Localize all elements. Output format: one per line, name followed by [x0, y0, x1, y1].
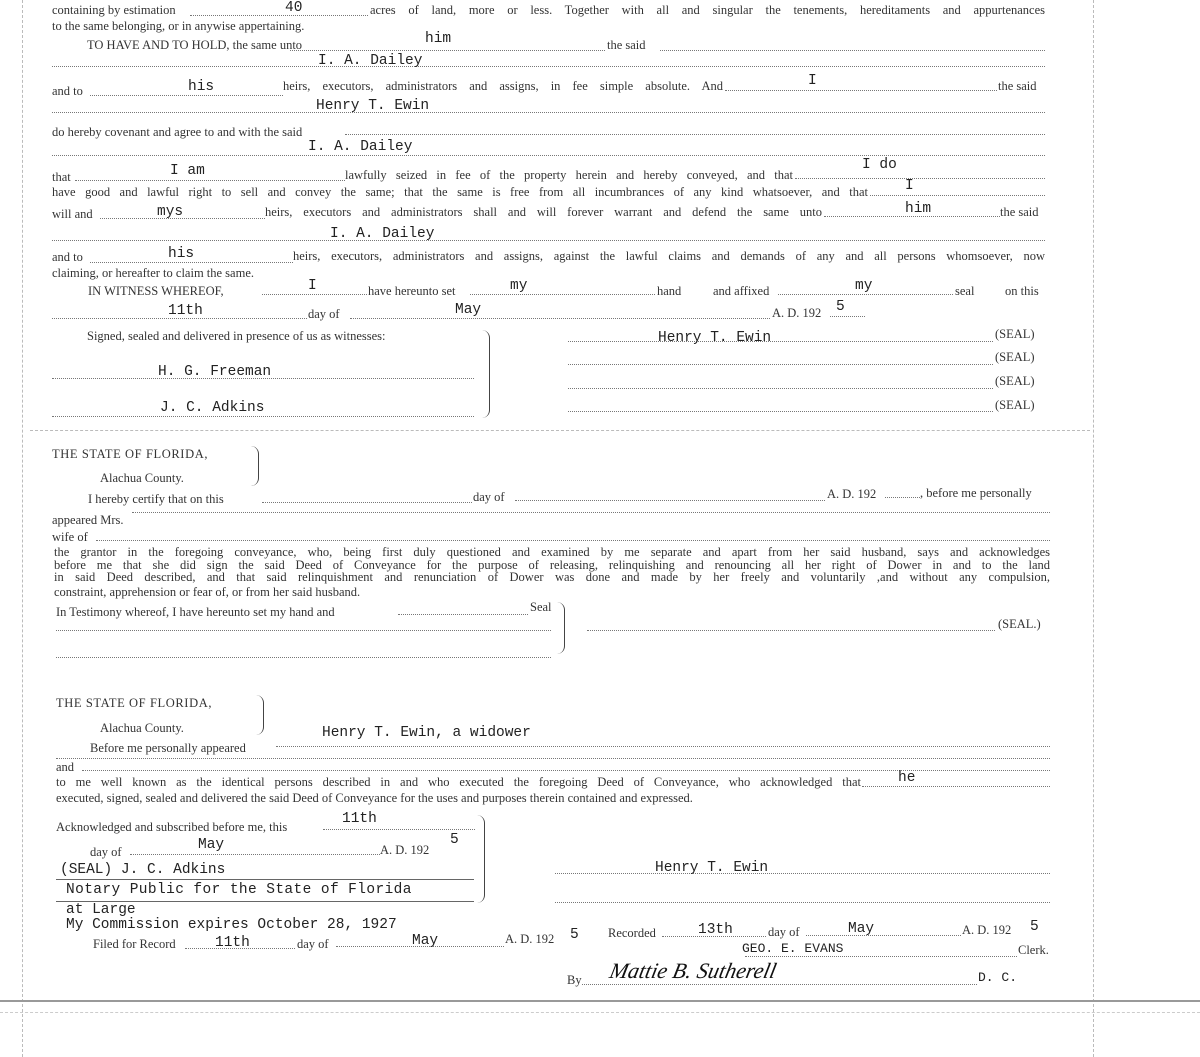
printed-text: on this: [1005, 284, 1039, 298]
printed-text: lawfully seized in fee of the property herein and hereby conveyed, and that: [345, 168, 793, 182]
acknowledged-pronoun: he: [898, 770, 916, 786]
printed-text: appeared Mrs.: [52, 513, 124, 527]
printed-text: Before me personally appeared: [90, 741, 246, 755]
state-heading: THE STATE OF FLORIDA,: [56, 696, 213, 710]
blank-line: [96, 540, 1050, 541]
paragraph-line: the grantor in the foregoing conveyance, who, being first duly questioned and examined by me separate and apart from her said husband, says and acknowledges: [54, 545, 1050, 559]
blank-line: [806, 935, 961, 936]
printed-text: day of: [308, 307, 340, 321]
blank-line: [56, 758, 1050, 759]
seized-value: I am: [170, 163, 205, 179]
seal-label: (SEAL): [995, 327, 1035, 341]
page-bottom-border: [0, 1012, 1200, 1013]
blank-line: [778, 294, 953, 295]
blank-line: [290, 50, 605, 51]
day-value: 11th: [168, 303, 203, 319]
blank-line: [398, 614, 528, 615]
printed-text: In Testimony whereof, I have hereunto set my hand and: [56, 605, 335, 619]
seal-label: (SEAL): [995, 374, 1035, 388]
notary-title: Notary Public for the State of Florida: [66, 882, 412, 898]
blank-line: [276, 746, 1050, 747]
seal-label: (SEAL): [995, 398, 1035, 412]
blank-line: [52, 112, 1045, 113]
year-value: 5: [450, 832, 459, 848]
signature-line: [568, 411, 993, 412]
paragraph-line: before me that she did sign the said Deed of Conveyance for the purpose of releasing, relinquishing and renouncing all her right of Dower in and to the land: [54, 557, 1050, 572]
dower-paragraph: [54, 546, 1050, 584]
warrant-pronoun: I: [905, 178, 914, 194]
seal-label: (SEAL): [995, 350, 1035, 364]
printed-text: and to: [52, 250, 83, 264]
printed-text: Recorded: [608, 926, 656, 940]
blank-line: [323, 829, 475, 830]
recorded-year: 5: [1030, 919, 1039, 935]
notary-signature: (SEAL) J. C. Adkins: [60, 862, 226, 878]
printed-text: By: [567, 973, 582, 987]
filed-month: May: [412, 933, 439, 949]
printed-text: executed, signed, sealed and delivered the said Deed of Conveyance for the uses and purposes therein contained and expressed.: [56, 791, 693, 805]
witness-name-2: J. C. Adkins: [160, 400, 265, 416]
witness-pronoun: I: [308, 278, 317, 294]
printed-text: IN WITNESS WHEREOF,: [88, 284, 224, 298]
signature-line: [56, 630, 551, 631]
printed-text: to the same belonging, or in anywise appertaining.: [52, 19, 305, 33]
blank-line: [90, 262, 293, 263]
blank-line: [830, 316, 865, 317]
year-value: 5: [836, 299, 845, 315]
printed-text: , before me personally: [920, 486, 1032, 500]
signature-line: [568, 341, 993, 342]
month-value: May: [198, 837, 225, 853]
printed-text: and to: [52, 84, 83, 98]
underline: [56, 879, 474, 880]
printed-text: I hereby certify that on this: [88, 492, 224, 506]
signature-line: [582, 984, 977, 985]
printed-text: that: [52, 170, 71, 184]
printed-text: constraint, apprehension or fear of, or from her said husband.: [54, 585, 361, 599]
printed-text: claiming, or hereafter to claim the same.: [52, 266, 254, 280]
blank-line: [52, 66, 1045, 67]
heirs-pronoun: his: [188, 79, 215, 95]
blank-line: [90, 95, 283, 96]
printed-text: will and: [52, 207, 93, 221]
appeared-value: Henry T. Ewin, a widower: [322, 725, 531, 741]
heirs-pronoun: mys: [157, 204, 184, 220]
printed-text: and affixed: [713, 284, 770, 298]
printed-text: A. D. 192: [380, 843, 430, 857]
grantee-name: I. A. Dailey: [330, 226, 435, 242]
printed-text: the said: [607, 38, 646, 52]
witness-name-1: H. G. Freeman: [158, 364, 272, 380]
blank-line: [130, 854, 380, 855]
heirs-pronoun: his: [168, 246, 195, 262]
signature-line: [587, 630, 995, 631]
printed-text: day of: [90, 845, 122, 859]
signature-line: [555, 873, 1050, 874]
county-label: Alachua County.: [100, 721, 184, 735]
blank-line: [345, 134, 1045, 135]
blank-line: [870, 195, 1045, 196]
printed-text: day of: [473, 490, 505, 504]
witness-line: [52, 416, 474, 417]
blank-line: [52, 240, 1045, 241]
blank-line: [515, 500, 825, 501]
notary-at-large: at Large: [66, 902, 136, 918]
printed-text: seal: [955, 284, 975, 298]
seal-pronoun: my: [855, 278, 873, 294]
signature-line: [56, 657, 551, 658]
signature-line: [555, 902, 1050, 903]
grantor-name: Henry T. Ewin: [316, 98, 430, 114]
printed-text: Acknowledged and subscribed before me, this: [56, 820, 288, 834]
hand-pronoun: my: [510, 278, 528, 294]
printed-text: Filed for Record: [93, 937, 176, 951]
printed-text: wife of: [52, 530, 88, 544]
page-bottom-border: [0, 1000, 1200, 1002]
printed-text: have good and lawful right to sell and convey the same; that the same is free from all incumbrances of any kind whatsoever, and that: [52, 185, 868, 199]
blank-line: [885, 497, 920, 498]
printed-text: A. D. 192: [827, 487, 877, 501]
printed-text: Signed, sealed and delivered in presence of us as witnesses:: [87, 329, 386, 343]
blank-line: [725, 90, 997, 91]
brace: [556, 602, 565, 654]
printed-text: hand: [657, 284, 682, 298]
printed-text: do hereby covenant and agree to and with the said: [52, 125, 303, 139]
printed-text: Clerk.: [1018, 943, 1049, 957]
seal-label: (SEAL.): [998, 617, 1041, 631]
printed-text: A. D. 192: [772, 306, 822, 320]
county-label: Alachua County.: [100, 471, 184, 485]
blank-line: [75, 180, 345, 181]
deputy-clerk-signature: Mattie B. Sutherell: [607, 958, 779, 983]
printed-text: the said: [1000, 205, 1039, 219]
paragraph-line: in said Deed described, and that said relinquishment and renunciation of Dower was done and made by her freely and voluntarily ,and without any compulsion,: [54, 570, 1050, 584]
signature-line: [568, 388, 993, 389]
brace: [250, 446, 259, 486]
blank-line: [862, 786, 1050, 787]
commission-expiry: My Commission expires October 28, 1927: [66, 917, 397, 933]
signer-name: Henry T. Ewin: [655, 860, 769, 876]
printed-text: heirs, executors, administrators and assigns, in fee simple absolute. And: [283, 79, 723, 93]
printed-text: day of: [768, 925, 800, 939]
deputy-clerk-label: D. C.: [978, 970, 1018, 985]
filed-year: 5: [570, 927, 579, 943]
scan-border-left: [22, 0, 23, 1057]
filed-day: 11th: [215, 935, 250, 951]
clerk-name: GEO. E. EVANS: [742, 941, 844, 956]
blank-line: [190, 15, 368, 16]
signer-name: Henry T. Ewin: [658, 330, 772, 346]
blank-line: [132, 512, 1050, 513]
acres-value: 40: [285, 0, 303, 16]
printed-text: containing by estimation: [52, 3, 176, 17]
signature-line: [568, 364, 993, 365]
brace: [255, 695, 264, 735]
blank-line: [52, 155, 1045, 156]
printed-text: have hereunto set: [368, 284, 456, 298]
grantee-name: I. A. Dailey: [308, 139, 413, 155]
printed-text: heirs, executors, administrators and assigns, against the lawful claims and demands of any and all persons whomsoever, now: [293, 249, 1045, 263]
grantor-pronoun: I: [808, 73, 817, 89]
blank-line: [660, 50, 1045, 51]
printed-text: day of: [297, 937, 329, 951]
warrant-to-pronoun: him: [905, 201, 932, 217]
scan-border-right: [1093, 0, 1094, 1057]
recorded-day: 13th: [698, 922, 733, 938]
grantee-pronoun: him: [425, 31, 452, 47]
brace: [476, 815, 485, 903]
blank-line: [795, 178, 1045, 179]
right-value: I do: [862, 157, 897, 173]
blank-line: [470, 294, 655, 295]
month-value: May: [455, 302, 482, 318]
blank-line: [262, 502, 472, 503]
blank-line: [262, 294, 367, 295]
state-heading: THE STATE OF FLORIDA,: [52, 447, 209, 461]
printed-text: to me well known as the identical persons described in and who executed the foregoing Deed of Conveyance, who acknowledged that: [56, 775, 861, 789]
printed-text: Seal: [530, 600, 552, 614]
recorded-month: May: [848, 921, 875, 937]
printed-text: heirs, executors and administrators shall and will forever warrant and defend the same unto: [265, 205, 822, 219]
day-value: 11th: [342, 811, 377, 827]
blank-line: [745, 956, 1017, 957]
printed-text: A. D. 192: [962, 923, 1012, 937]
printed-text: A. D. 192: [505, 932, 555, 946]
blank-line: [350, 318, 770, 319]
printed-text: TO HAVE AND TO HOLD, the same unto: [87, 38, 303, 52]
printed-text: the said: [998, 79, 1037, 93]
printed-text: acres of land, more or less. Together with all and singular the tenements, hereditaments and appurtenances: [370, 3, 1045, 17]
section-divider: [30, 430, 1090, 431]
printed-text: and: [56, 760, 75, 774]
brace: [481, 330, 490, 418]
grantee-name: I. A. Dailey: [318, 53, 423, 69]
